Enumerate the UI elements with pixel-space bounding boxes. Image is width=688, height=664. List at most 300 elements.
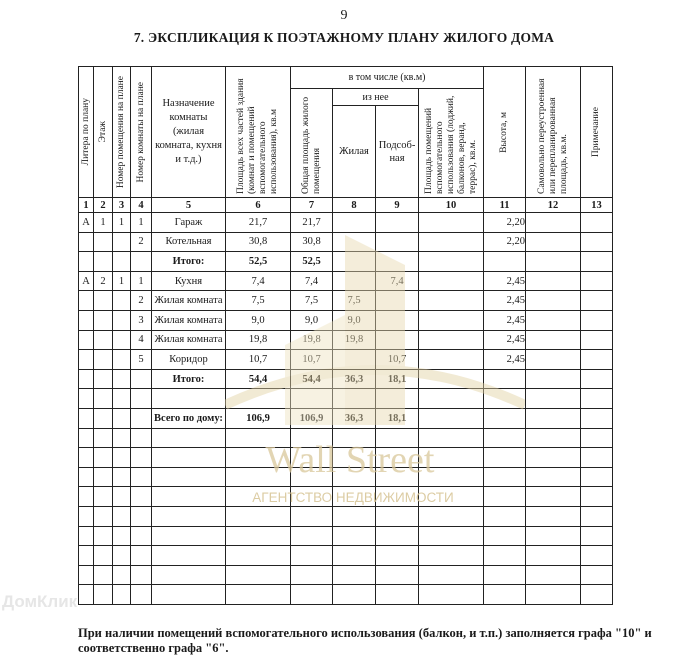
cell-c4: 4 xyxy=(131,330,152,350)
cell-c4: 5 xyxy=(131,350,152,370)
cell-c10 xyxy=(419,585,484,605)
cell-c11 xyxy=(484,585,526,605)
table-row xyxy=(79,232,613,252)
cell-c9 xyxy=(376,213,419,233)
cell-c1 xyxy=(79,252,94,272)
column-number: 8 xyxy=(333,198,376,213)
cell-c6 xyxy=(226,428,291,448)
cell-c12 xyxy=(526,408,581,428)
column-number: 2 xyxy=(94,198,113,213)
column-numbers-row xyxy=(79,198,613,213)
cell-c10 xyxy=(419,271,484,291)
cell-c11 xyxy=(484,428,526,448)
cell-c6: 54,4 xyxy=(226,369,291,389)
header-c9: Подсоб-ная xyxy=(376,106,419,198)
cell-c11 xyxy=(484,506,526,526)
cell-c11: 2,20 xyxy=(484,232,526,252)
cell-c13 xyxy=(581,487,613,507)
cell-c10 xyxy=(419,330,484,350)
table-row xyxy=(79,546,613,566)
cell-c2 xyxy=(94,252,113,272)
cell-c1 xyxy=(79,448,94,468)
column-number: 1 xyxy=(79,198,94,213)
cell-c13 xyxy=(581,350,613,370)
cell-c6 xyxy=(226,585,291,605)
cell-c9: 18,1 xyxy=(376,369,419,389)
cell-c10 xyxy=(419,506,484,526)
cell-c2 xyxy=(94,350,113,370)
cell-c3 xyxy=(113,448,131,468)
cell-c3 xyxy=(113,232,131,252)
cell-c10 xyxy=(419,565,484,585)
cell-c7 xyxy=(291,546,333,566)
table-row xyxy=(79,213,613,233)
cell-c5 xyxy=(152,526,226,546)
cell-c3 xyxy=(113,350,131,370)
cell-c12 xyxy=(526,389,581,409)
header-c13: Примечание xyxy=(591,106,602,158)
cell-c8 xyxy=(333,448,376,468)
header-c8: Жилая xyxy=(333,106,376,198)
cell-c3 xyxy=(113,252,131,272)
cell-c4 xyxy=(131,448,152,468)
cell-c13 xyxy=(581,585,613,605)
cell-c3 xyxy=(113,565,131,585)
cell-c1 xyxy=(79,467,94,487)
cell-c7 xyxy=(291,428,333,448)
table-row xyxy=(79,350,613,370)
header-group: в том числе (кв.м) xyxy=(291,67,484,89)
cell-c4 xyxy=(131,389,152,409)
cell-c4 xyxy=(131,506,152,526)
cell-c11 xyxy=(484,389,526,409)
document-title: 7. ЭКСПЛИКАЦИЯ К ПОЭТАЖНОМУ ПЛАНУ ЖИЛОГО ДОМА xyxy=(133,30,555,45)
cell-c7 xyxy=(291,585,333,605)
cell-c7 xyxy=(291,467,333,487)
cell-c11: 2,45 xyxy=(484,291,526,311)
cell-c4: 2 xyxy=(131,232,152,252)
cell-c7: 21,7 xyxy=(291,213,333,233)
cell-c13 xyxy=(581,369,613,389)
cell-c13 xyxy=(581,448,613,468)
cell-c12 xyxy=(526,369,581,389)
cell-c5: Итого: xyxy=(152,369,226,389)
cell-c4: 1 xyxy=(131,271,152,291)
cell-c11 xyxy=(484,526,526,546)
footnote: При наличии помещений вспомогательного использования (балкон, и т.п.) заполняется графа "10" и соответственно графа "6". xyxy=(78,626,652,655)
cell-c6: 7,5 xyxy=(226,291,291,311)
cell-c3 xyxy=(113,585,131,605)
cell-c12 xyxy=(526,526,581,546)
cell-c11 xyxy=(484,252,526,272)
cell-c7: 7,4 xyxy=(291,271,333,291)
cell-c12 xyxy=(526,213,581,233)
cell-c13 xyxy=(581,232,613,252)
cell-c12 xyxy=(526,467,581,487)
cell-c1 xyxy=(79,369,94,389)
cell-c6: 7,4 xyxy=(226,271,291,291)
cell-c13 xyxy=(581,546,613,566)
cell-c1 xyxy=(79,350,94,370)
cell-c13 xyxy=(581,428,613,448)
cell-c12 xyxy=(526,585,581,605)
cell-c6: 21,7 xyxy=(226,213,291,233)
cell-c5: Всего по дому: xyxy=(152,408,226,428)
cell-c8 xyxy=(333,389,376,409)
cell-c13 xyxy=(581,565,613,585)
cell-c5 xyxy=(152,467,226,487)
cell-c8 xyxy=(333,213,376,233)
cell-c8: 36,3 xyxy=(333,408,376,428)
cell-c10 xyxy=(419,467,484,487)
cell-c13 xyxy=(581,271,613,291)
cell-c4 xyxy=(131,252,152,272)
cell-c2 xyxy=(94,330,113,350)
cell-c5 xyxy=(152,428,226,448)
cell-c1 xyxy=(79,428,94,448)
cell-c1 xyxy=(79,526,94,546)
header-c2: Этаж xyxy=(97,121,108,143)
cell-c6 xyxy=(226,546,291,566)
column-number: 4 xyxy=(131,198,152,213)
cell-c12 xyxy=(526,310,581,330)
cell-c12 xyxy=(526,448,581,468)
cell-c10 xyxy=(419,310,484,330)
cell-c3 xyxy=(113,291,131,311)
cell-c13 xyxy=(581,506,613,526)
cell-c2 xyxy=(94,389,113,409)
cell-c10 xyxy=(419,213,484,233)
cell-c1: А xyxy=(79,271,94,291)
cell-c13 xyxy=(581,389,613,409)
cell-c6: 19,8 xyxy=(226,330,291,350)
cell-c1 xyxy=(79,565,94,585)
cell-c8 xyxy=(333,467,376,487)
cell-c2 xyxy=(94,232,113,252)
cell-c8 xyxy=(333,546,376,566)
cell-c9 xyxy=(376,487,419,507)
cell-c6: 106,9 xyxy=(226,408,291,428)
cell-c4: 2 xyxy=(131,291,152,311)
table-row xyxy=(79,310,613,330)
cell-c9 xyxy=(376,330,419,350)
cell-c1 xyxy=(79,408,94,428)
column-number: 12 xyxy=(526,198,581,213)
page-number: 9 xyxy=(340,8,348,23)
cell-c4: 3 xyxy=(131,310,152,330)
cell-c6: 10,7 xyxy=(226,350,291,370)
cell-c10 xyxy=(419,408,484,428)
cell-c1 xyxy=(79,291,94,311)
cell-c2 xyxy=(94,369,113,389)
cell-c10 xyxy=(419,232,484,252)
table-row xyxy=(79,408,613,428)
cell-c11: 2,45 xyxy=(484,271,526,291)
cell-c4 xyxy=(131,526,152,546)
cell-c7 xyxy=(291,526,333,546)
header-c6: Площадь всех частей здания (комнат и помещений вспомогательного использования), кв.м xyxy=(236,78,279,194)
cell-c12 xyxy=(526,506,581,526)
header-c3: Номер помещения на плане xyxy=(116,75,126,189)
cell-c8: 7,5 xyxy=(333,291,376,311)
cell-c11: 2,20 xyxy=(484,213,526,233)
cell-c3 xyxy=(113,408,131,428)
cell-c2 xyxy=(94,428,113,448)
cell-c8 xyxy=(333,232,376,252)
watermark-subtitle: АГЕНТСТВО НЕДВИЖИМОСТИ xyxy=(252,490,454,505)
cell-c3 xyxy=(113,487,131,507)
cell-c9 xyxy=(376,565,419,585)
header-c5: Назначение комнаты (жилая комната, кухня и т.д.) xyxy=(152,67,226,198)
cell-c10 xyxy=(419,350,484,370)
cell-c4 xyxy=(131,487,152,507)
cell-c7 xyxy=(291,389,333,409)
cell-c3 xyxy=(113,330,131,350)
column-number: 13 xyxy=(581,198,613,213)
cell-c8 xyxy=(333,271,376,291)
header-c11: Высота, м xyxy=(499,111,510,153)
table-row xyxy=(79,330,613,350)
cell-c12 xyxy=(526,232,581,252)
cell-c3 xyxy=(113,310,131,330)
cell-c1 xyxy=(79,487,94,507)
cell-c6: 30,8 xyxy=(226,232,291,252)
cell-c8 xyxy=(333,428,376,448)
cell-c5 xyxy=(152,546,226,566)
cell-c2 xyxy=(94,585,113,605)
table-row xyxy=(79,565,613,585)
cell-c5: Жилая комната xyxy=(152,310,226,330)
cell-c1: А xyxy=(79,213,94,233)
cell-c5 xyxy=(152,389,226,409)
cell-c7: 7,5 xyxy=(291,291,333,311)
cell-c11 xyxy=(484,467,526,487)
cell-c11: 2,45 xyxy=(484,350,526,370)
cell-c6 xyxy=(226,487,291,507)
column-number: 3 xyxy=(113,198,131,213)
cell-c5: Котельная xyxy=(152,232,226,252)
cell-c6 xyxy=(226,526,291,546)
cell-c10 xyxy=(419,428,484,448)
cell-c7 xyxy=(291,487,333,507)
cell-c2 xyxy=(94,448,113,468)
cell-c9: 10,7 xyxy=(376,350,419,370)
cell-c9: 18,1 xyxy=(376,408,419,428)
cell-c9 xyxy=(376,506,419,526)
cell-c5: Коридор xyxy=(152,350,226,370)
header-c4: Номер комнаты на плане xyxy=(135,81,146,183)
cell-c9 xyxy=(376,546,419,566)
cell-c10 xyxy=(419,252,484,272)
cell-c7: 52,5 xyxy=(291,252,333,272)
table-row xyxy=(79,428,613,448)
cell-c8 xyxy=(333,585,376,605)
cell-c9 xyxy=(376,232,419,252)
cell-c10 xyxy=(419,291,484,311)
header-c1: Литера по плану xyxy=(80,98,91,166)
cell-c6: 52,5 xyxy=(226,252,291,272)
cell-c11 xyxy=(484,487,526,507)
cell-c9 xyxy=(376,252,419,272)
cell-c8 xyxy=(333,252,376,272)
column-number: 9 xyxy=(376,198,419,213)
header-c12: Самовольно переустроенная или перепланированная площадь, кв.м. xyxy=(536,78,569,194)
table-row xyxy=(79,389,613,409)
table-row xyxy=(79,369,613,389)
cell-c4: 1 xyxy=(131,213,152,233)
cell-c2 xyxy=(94,408,113,428)
cell-c7 xyxy=(291,506,333,526)
explication-table xyxy=(78,66,613,605)
cell-c1 xyxy=(79,506,94,526)
cell-c4 xyxy=(131,408,152,428)
cell-c11: 2,45 xyxy=(484,330,526,350)
cell-c7 xyxy=(291,565,333,585)
cell-c2 xyxy=(94,526,113,546)
cell-c8 xyxy=(333,506,376,526)
cell-c5: Гараж xyxy=(152,213,226,233)
cell-c6 xyxy=(226,565,291,585)
cell-c12 xyxy=(526,428,581,448)
cell-c7: 30,8 xyxy=(291,232,333,252)
cell-c3 xyxy=(113,506,131,526)
column-number: 10 xyxy=(419,198,484,213)
cell-c6: 9,0 xyxy=(226,310,291,330)
cell-c12 xyxy=(526,291,581,311)
table-row xyxy=(79,252,613,272)
cell-c11 xyxy=(484,408,526,428)
cell-c4 xyxy=(131,565,152,585)
cell-c7: 9,0 xyxy=(291,310,333,330)
table-row xyxy=(79,487,613,507)
cell-c2 xyxy=(94,310,113,330)
cell-c9 xyxy=(376,291,419,311)
cell-c8 xyxy=(333,565,376,585)
cell-c5: Кухня xyxy=(152,271,226,291)
table-row xyxy=(79,526,613,546)
cell-c8 xyxy=(333,526,376,546)
cell-c6 xyxy=(226,389,291,409)
cell-c10 xyxy=(419,487,484,507)
cell-c12 xyxy=(526,350,581,370)
cell-c8: 19,8 xyxy=(333,330,376,350)
cell-c5 xyxy=(152,565,226,585)
watermark-brand: Wall Street xyxy=(265,439,435,481)
cell-c8: 36,3 xyxy=(333,369,376,389)
cell-c13 xyxy=(581,310,613,330)
cell-c5: Итого: xyxy=(152,252,226,272)
cell-c13 xyxy=(581,291,613,311)
cell-c9 xyxy=(376,428,419,448)
column-number: 7 xyxy=(291,198,333,213)
cell-c12 xyxy=(526,252,581,272)
column-number: 5 xyxy=(152,198,226,213)
cell-c6 xyxy=(226,506,291,526)
cell-c9 xyxy=(376,448,419,468)
cell-c12 xyxy=(526,271,581,291)
table-row xyxy=(79,585,613,605)
cell-c8: 9,0 xyxy=(333,310,376,330)
cell-c1 xyxy=(79,310,94,330)
cell-c3 xyxy=(113,467,131,487)
cell-c13 xyxy=(581,252,613,272)
cell-c10 xyxy=(419,448,484,468)
cell-c6 xyxy=(226,448,291,468)
cell-c3 xyxy=(113,546,131,566)
cell-c12 xyxy=(526,330,581,350)
cell-c3: 1 xyxy=(113,213,131,233)
cell-c3 xyxy=(113,526,131,546)
cell-c9: 7,4 xyxy=(376,271,419,291)
cell-c9 xyxy=(376,585,419,605)
cell-c13 xyxy=(581,467,613,487)
cell-c1 xyxy=(79,546,94,566)
cell-c9 xyxy=(376,310,419,330)
cell-c4 xyxy=(131,585,152,605)
cell-c5: Жилая комната xyxy=(152,291,226,311)
cell-c1 xyxy=(79,330,94,350)
cell-c5 xyxy=(152,506,226,526)
cell-c1 xyxy=(79,585,94,605)
cell-c2 xyxy=(94,546,113,566)
cell-c5 xyxy=(152,448,226,468)
column-number: 11 xyxy=(484,198,526,213)
cell-c5 xyxy=(152,487,226,507)
cell-c9 xyxy=(376,389,419,409)
cell-c2 xyxy=(94,506,113,526)
cell-c9 xyxy=(376,467,419,487)
cell-c6 xyxy=(226,467,291,487)
cell-c7: 54,4 xyxy=(291,369,333,389)
cell-c11 xyxy=(484,565,526,585)
column-number: 6 xyxy=(226,198,291,213)
cell-c8 xyxy=(333,350,376,370)
cell-c13 xyxy=(581,330,613,350)
cell-c7 xyxy=(291,448,333,468)
cell-c10 xyxy=(419,546,484,566)
cell-c13 xyxy=(581,408,613,428)
table-row xyxy=(79,467,613,487)
cell-c10 xyxy=(419,369,484,389)
cell-c12 xyxy=(526,565,581,585)
cell-c2 xyxy=(94,565,113,585)
cell-c3 xyxy=(113,428,131,448)
cell-c2 xyxy=(94,467,113,487)
cell-c9 xyxy=(376,526,419,546)
cell-c10 xyxy=(419,389,484,409)
cell-c7: 10,7 xyxy=(291,350,333,370)
cell-c5 xyxy=(152,585,226,605)
cell-c10 xyxy=(419,526,484,546)
table-row xyxy=(79,506,613,526)
cell-c4 xyxy=(131,467,152,487)
header-c10: Площадь помещений вспомогательного использования (лоджий, балконов, веранд, террас), кв.м. xyxy=(423,95,478,194)
cell-c13 xyxy=(581,526,613,546)
table-row xyxy=(79,271,613,291)
cell-c3: 1 xyxy=(113,271,131,291)
cell-c11 xyxy=(484,546,526,566)
cell-c11: 2,45 xyxy=(484,310,526,330)
table-row xyxy=(79,291,613,311)
cell-c3 xyxy=(113,369,131,389)
cell-c11 xyxy=(484,448,526,468)
cell-c2: 2 xyxy=(94,271,113,291)
cell-c5: Жилая комната xyxy=(152,330,226,350)
cell-c1 xyxy=(79,232,94,252)
table-row xyxy=(79,448,613,468)
cell-c7: 19,8 xyxy=(291,330,333,350)
cell-c1 xyxy=(79,389,94,409)
